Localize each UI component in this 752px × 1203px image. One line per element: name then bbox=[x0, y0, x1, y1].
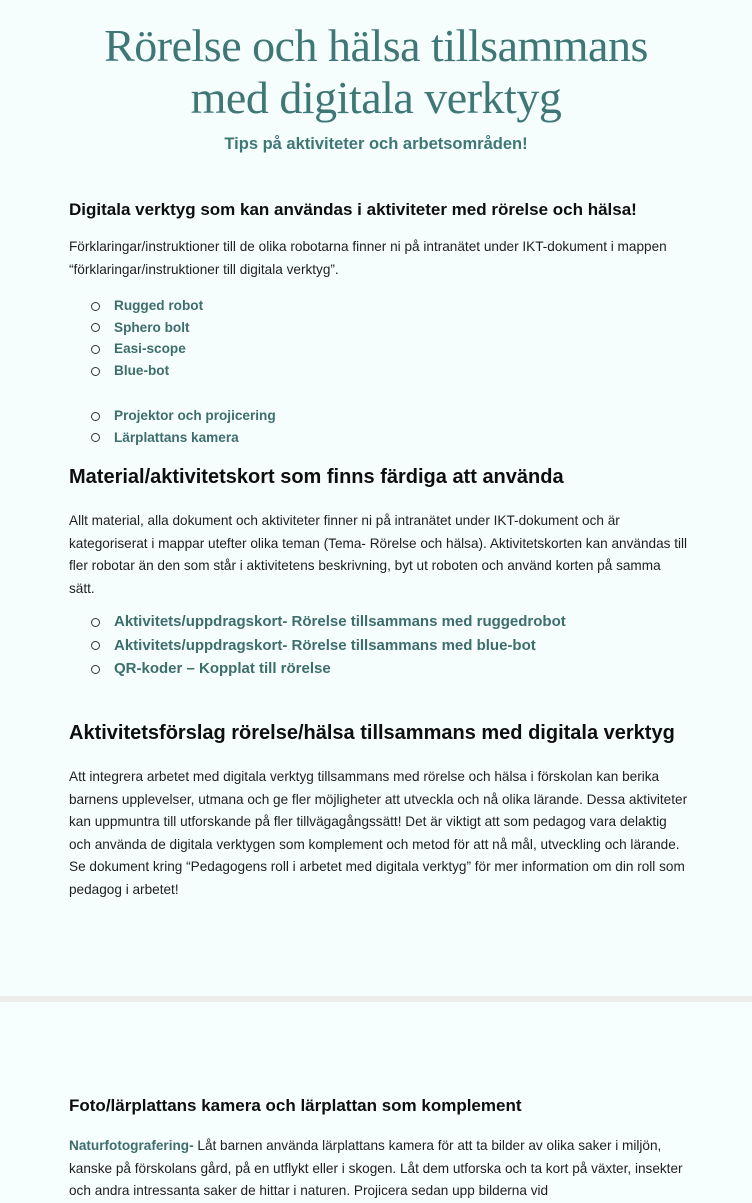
document-page-2 bbox=[0, 1002, 752, 1200]
circle-bullet-icon bbox=[91, 433, 100, 442]
title-line-1: Rörelse och hälsa tillsammans bbox=[104, 20, 648, 71]
tools-paragraph: Förklaringar/instruktioner till de olika robotarna finner ni på intranätet under IKT-dokument i mappen “förklaringar/instruktioner till digitala verktyg”. bbox=[69, 239, 667, 277]
circle-bullet-icon bbox=[91, 618, 100, 627]
list-item: Easi-scope bbox=[91, 338, 203, 360]
document-subtitle: Tips på aktiviteter och arbetsområden! bbox=[224, 135, 528, 153]
photo-lead: Naturfotografering- bbox=[69, 1138, 194, 1153]
circle-bullet-icon bbox=[91, 665, 100, 674]
material-heading: Material/aktivitetskort som finns färdiga att använda bbox=[69, 466, 564, 488]
list-item: Blue-bot bbox=[91, 360, 203, 382]
tools-list-1 bbox=[91, 295, 203, 381]
photo-heading: Foto/lärplattans kamera och lärplattan som komplement bbox=[69, 1096, 522, 1115]
circle-bullet-icon bbox=[91, 302, 100, 311]
circle-bullet-icon bbox=[91, 323, 100, 332]
circle-bullet-icon bbox=[91, 412, 100, 421]
title-line-2: med digitala verktyg bbox=[190, 72, 562, 123]
list-item: Aktivitets/uppdragskort- Rörelse tillsammans med blue-bot bbox=[91, 634, 566, 658]
material-list bbox=[91, 610, 566, 681]
list-item: Rugged robot bbox=[91, 295, 203, 317]
material-paragraph: Allt material, alla dokument och aktiviteter finner ni på intranätet under IKT-dokument och är kategoriserat i mappar utefter olika teman (Tema- Rörelse och hälsa). Aktivitetskorten kan användas till fler robotar än den som står i aktivitetens beskrivning, byt ut roboten och använd korten på samma sätt. bbox=[69, 513, 688, 596]
list-item: QR-koder – Kopplat till rörelse bbox=[91, 657, 566, 681]
activities-paragraph: Att integrera arbetet med digitala verktyg tillsammans med rörelse och hälsa i förskolan kan berika barnens upplevelser, utmana och ge fler möjligheter att utveckla och nå olika lärande. Dessa aktiviteter kan uppmuntra till utforskande på fler tillvägagångssätt! Det är viktigt att som pedagog vara delaktig och använda de digitala verktygen som komplement och metod för att nå mål, utveckling och lärande. Se dokument kring “Pedagogens roll i arbetet med digitala verktyg” för mer information om din roll som pedagog i arbetet! bbox=[69, 769, 688, 897]
document-title bbox=[40, 20, 712, 124]
circle-bullet-icon bbox=[91, 345, 100, 354]
photo-text: Låt barnen använda lärplattans kamera för att ta bilder av olika saker i miljön, kanske på förskolans gård, på en utflykt eller i skogen. Låt dem utforska och ta kort på växter, insekter och andra intressanta saker de hittar i naturen. Projicera sedan upp bilderna vid bbox=[69, 1138, 683, 1198]
list-item: Projektor och projicering bbox=[91, 405, 276, 427]
circle-bullet-icon bbox=[91, 641, 100, 650]
list-item: Sphero bolt bbox=[91, 317, 203, 339]
circle-bullet-icon bbox=[91, 367, 100, 376]
tools-list-2 bbox=[91, 405, 276, 448]
activities-heading: Aktivitetsförslag rörelse/hälsa tillsammans med digitala verktyg bbox=[69, 722, 675, 744]
tools-heading: Digitala verktyg som kan användas i aktiviteter med rörelse och hälsa! bbox=[69, 200, 637, 219]
list-item: Aktivitets/uppdragskort- Rörelse tillsammans med ruggedrobot bbox=[91, 610, 566, 634]
list-item: Lärplattans kamera bbox=[91, 427, 276, 449]
photo-paragraph bbox=[69, 1135, 692, 1203]
